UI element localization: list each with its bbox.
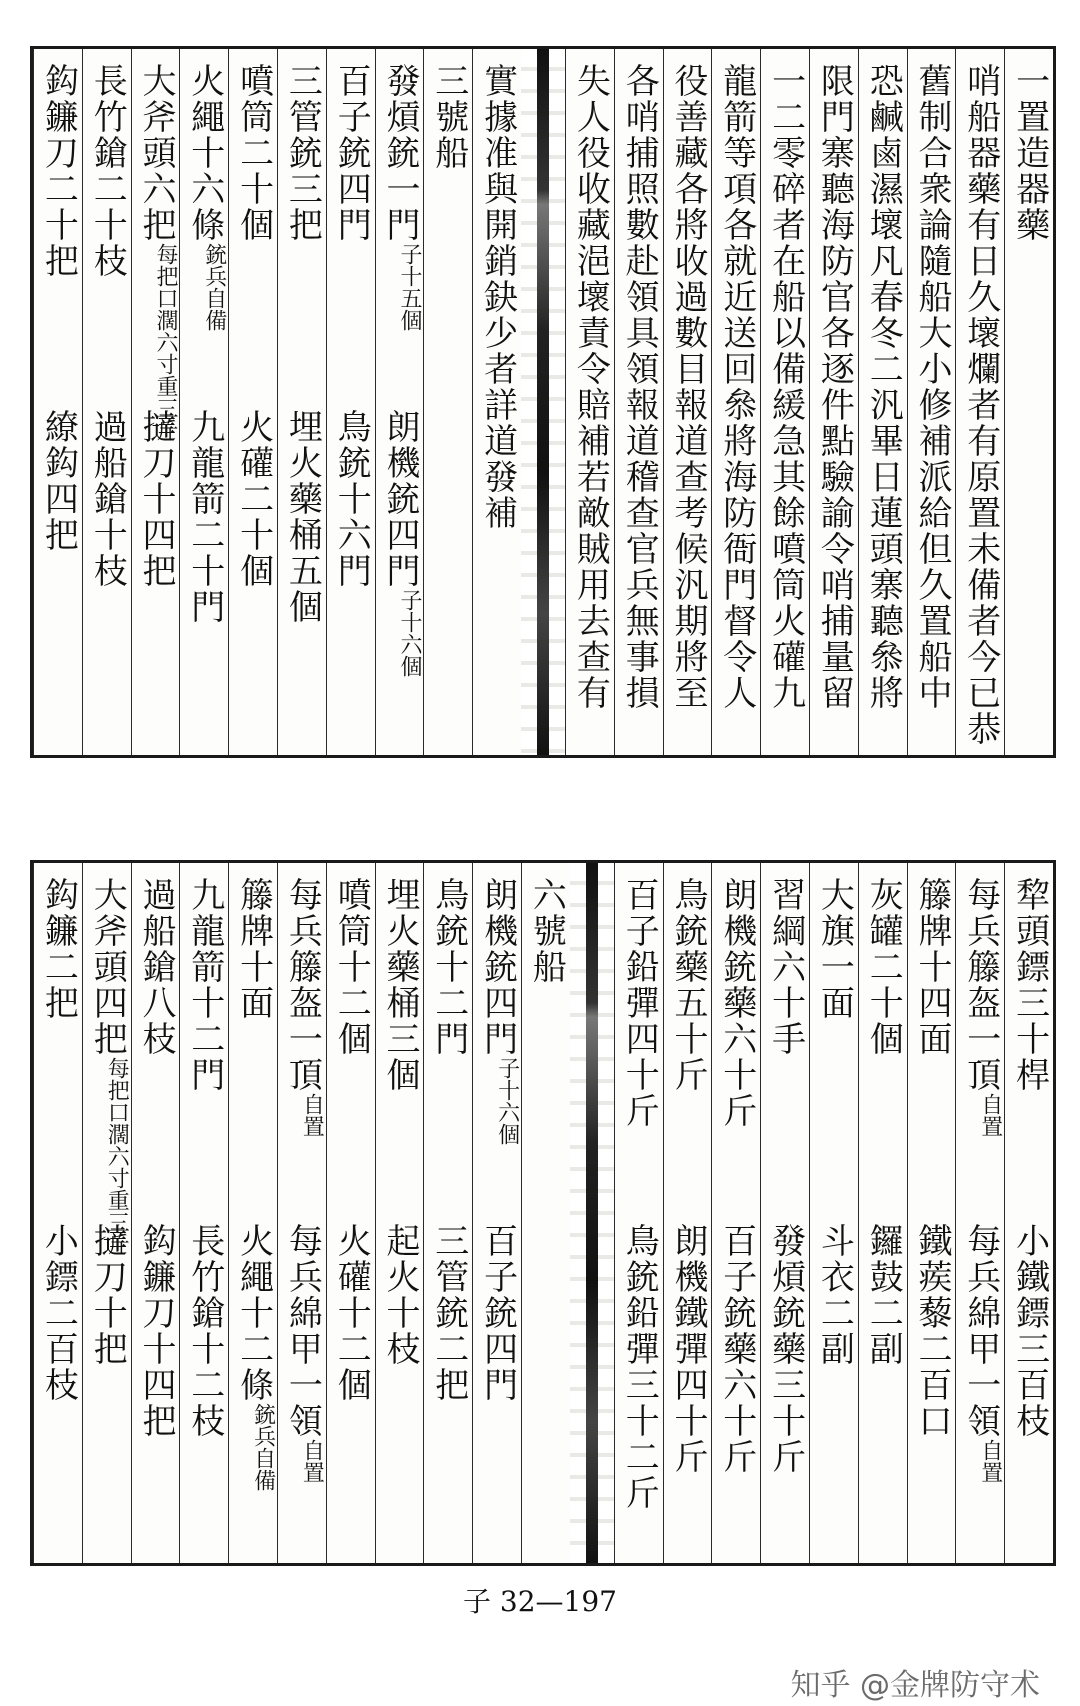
column-main-text: 朗機銃藥六十斤 (716, 877, 757, 1129)
text-column (711, 863, 760, 1563)
column-main-text: 恐鹹鹵濕壞凡春冬二汎畢日蓮頭寨聽叅將 (863, 63, 904, 711)
text-column (228, 863, 277, 1563)
column-rule (809, 49, 810, 755)
text-column (1004, 49, 1053, 755)
text-column (277, 863, 326, 1563)
top-page-scan (30, 46, 1056, 758)
text-column (472, 49, 521, 755)
text-column (663, 49, 712, 755)
column-lower-text: 小鐵鏢三百枝 (1009, 1223, 1050, 1439)
column-rule (907, 863, 908, 1563)
text-column (614, 863, 663, 1563)
column-lower-text: 埋火藥桶五個 (282, 409, 323, 625)
text-column (33, 49, 82, 755)
text-column (760, 863, 809, 1563)
column-lower-note: 自置 (299, 1439, 325, 1483)
column-main-text: 犂頭鏢三十桿 (1009, 877, 1050, 1093)
text-column (663, 863, 712, 1563)
binding-gutter (570, 863, 614, 1563)
column-main-text: 籐牌十面 (233, 877, 274, 1021)
column-main-text: 限門寨聽海防官各逐件點驗諭令哨捕量留 (814, 63, 855, 711)
column-main-text: 大斧頭四把 (87, 877, 128, 1057)
column-lower-text: 朗機銃四門 (380, 409, 420, 589)
text-column (375, 49, 424, 755)
column-lower-text: 撻刀十四把 (136, 409, 176, 589)
column-main-text: 各哨捕照數赴領具領報道稽查官兵無事損 (619, 63, 660, 711)
text-column (131, 49, 180, 755)
column-rule (955, 49, 956, 755)
column-lower-text: 百子銃藥六十斤 (716, 1223, 757, 1475)
column-lower-text: 三管銃二把 (428, 1223, 469, 1403)
column-lower-text: 過船鎗十枝 (87, 409, 128, 589)
text-column (858, 49, 907, 755)
column-lower-text: 起火十枝 (380, 1223, 420, 1367)
column-rule (711, 863, 712, 1563)
text-column (82, 863, 131, 1563)
column-lower-text: 鳥銃十六門 (331, 409, 372, 589)
column-rule (858, 863, 859, 1563)
text-column (955, 863, 1004, 1563)
column-rule (809, 863, 810, 1563)
column-main-text: 三號船 (428, 63, 469, 171)
column-main-text: 哨船器藥有日久壞爛者有原置未備者今已恭 (960, 63, 1001, 747)
text-column (326, 49, 375, 755)
column-rule (955, 863, 956, 1563)
column-rule (131, 49, 132, 755)
column-rule (663, 863, 664, 1563)
column-rule (326, 863, 327, 1563)
column-lower-text: 繚鈎四把 (38, 409, 79, 553)
column-lower-text: 撻刀十把 (87, 1223, 128, 1367)
column-main-text: 一置造器藥 (1009, 63, 1050, 243)
watermark: 知乎 @金牌防守术 (790, 1668, 1040, 1703)
text-column (565, 49, 614, 755)
text-column (179, 863, 228, 1563)
column-lower-text: 九龍箭二十門 (184, 409, 225, 625)
column-rule (472, 863, 473, 1563)
text-column (375, 863, 424, 1563)
column-main-text: 大斧頭六把 (136, 63, 176, 243)
column-note: 每把口濶六寸重三斤 (104, 1057, 130, 1255)
column-main-text: 役善藏各將收過數目報道查考候汎期將至 (668, 63, 708, 711)
column-main-text: 籐牌十四面 (912, 877, 952, 1057)
column-main-text: 埋火藥桶三個 (380, 877, 420, 1093)
text-column (82, 49, 131, 755)
column-main-text: 三管銃三把 (282, 63, 323, 243)
column-main-text: 過船鎗八枝 (136, 877, 176, 1057)
column-main-text: 噴筒二十個 (233, 63, 274, 243)
column-main-text: 鈎鐮刀二十把 (38, 63, 79, 279)
column-main-text: 一二零碎者在船以備緩急其餘噴筒火礶九 (765, 63, 806, 711)
binding-gutter (521, 49, 565, 755)
column-rule (760, 49, 761, 755)
column-main-text: 六號船 (526, 877, 567, 985)
column-main-text: 朗機銃四門 (477, 877, 518, 1057)
column-main-text: 鳥銃藥五十斤 (668, 877, 708, 1093)
text-column (907, 863, 956, 1563)
column-rule (1004, 863, 1005, 1563)
column-note: 自置 (299, 1093, 325, 1137)
column-rule (228, 863, 229, 1563)
column-main-text: 習綱六十手 (765, 877, 806, 1057)
column-rule (614, 49, 615, 755)
column-rule (711, 49, 712, 755)
page-reference: 子 32—197 (463, 1585, 617, 1618)
text-column (521, 863, 570, 1563)
text-column (809, 863, 858, 1563)
column-rule (663, 49, 664, 755)
column-main-text: 龍箭等項各就近送回叅將海防衙門督令人 (716, 63, 757, 711)
column-rule (858, 49, 859, 755)
column-main-text: 發熕銃一門 (380, 63, 420, 243)
column-rule (1004, 49, 1005, 755)
text-column (326, 863, 375, 1563)
bottom-page-scan (30, 860, 1056, 1566)
text-column (760, 49, 809, 755)
column-main-text: 長竹鎗二十枝 (87, 63, 128, 279)
column-main-text: 實據准與開銷鈌少者詳道發補 (477, 63, 518, 531)
column-rule (179, 49, 180, 755)
column-rule (277, 863, 278, 1563)
text-column (423, 49, 472, 755)
column-rule (907, 49, 908, 755)
column-rule (33, 49, 34, 755)
column-rule (423, 49, 424, 755)
text-column (472, 863, 521, 1563)
text-column (858, 863, 907, 1563)
column-main-text: 舊制合衆論隨船大小修補派給但久置船中 (912, 63, 952, 711)
column-rule (614, 863, 615, 1563)
column-lower-text: 小鏢二百枝 (38, 1223, 79, 1403)
text-column (1004, 863, 1053, 1563)
column-main-text: 鳥銃十二門 (428, 877, 469, 1057)
column-lower-text: 朗機鐵彈四十斤 (668, 1223, 708, 1475)
column-rule (82, 49, 83, 755)
binding-fold-shadow (586, 863, 598, 1563)
text-column (228, 49, 277, 755)
column-lower-text: 每兵綿甲一領 (282, 1223, 323, 1439)
column-lower-text: 鑼鼓二副 (863, 1223, 904, 1367)
column-lower-text: 鈎鐮刀十四把 (136, 1223, 176, 1439)
column-lower-text: 火繩十二條 (233, 1223, 274, 1403)
column-rule (326, 49, 327, 755)
column-rule (277, 49, 278, 755)
column-main-text: 噴筒十二個 (331, 877, 372, 1057)
text-column (131, 863, 180, 1563)
column-rule (33, 863, 34, 1563)
text-column (423, 863, 472, 1563)
column-main-text: 百子銃四門 (331, 63, 372, 243)
column-rule (472, 49, 473, 755)
column-lower-note: 銃兵自備 (250, 1403, 276, 1491)
column-rule (521, 863, 522, 1563)
binding-fold-shadow (537, 49, 549, 755)
column-rule (82, 863, 83, 1563)
column-rule (423, 863, 424, 1563)
column-main-text: 每兵籐盔一頂 (282, 877, 323, 1093)
column-rule (565, 49, 566, 755)
text-column (711, 49, 760, 755)
text-column (277, 49, 326, 755)
column-lower-text: 火礶十二個 (331, 1223, 372, 1403)
column-note: 銃兵自備 (201, 243, 227, 331)
column-rule (179, 863, 180, 1563)
column-lower-note: 自置 (977, 1439, 1003, 1483)
column-lower-text: 每兵綿甲一領 (960, 1223, 1001, 1439)
column-rule (131, 863, 132, 1563)
text-column (907, 49, 956, 755)
column-rule (760, 863, 761, 1563)
column-lower-text: 斗衣二副 (814, 1223, 855, 1367)
column-main-text: 失人役收藏浥壞責令賠補若敵賊用去查有 (570, 63, 611, 711)
text-column (179, 49, 228, 755)
column-main-text: 百子鉛彈四十斤 (619, 877, 660, 1129)
column-main-text: 大旗一面 (814, 877, 855, 1021)
column-lower-text: 鳥銃鉛彈三十二斤 (619, 1223, 660, 1511)
column-note: 子十六個 (494, 1057, 520, 1145)
column-main-text: 灰罐二十個 (863, 877, 904, 1057)
column-lower-text: 發熕銃藥三十斤 (765, 1223, 806, 1475)
column-note: 子十五個 (397, 243, 422, 331)
column-note: 自置 (977, 1093, 1003, 1137)
column-main-text: 每兵籐盔一頂 (960, 877, 1001, 1093)
column-lower-note: 子十六個 (397, 589, 422, 677)
text-column (614, 49, 663, 755)
column-lower-text: 百子銃四門 (477, 1223, 518, 1403)
column-lower-text: 長竹鎗十二枝 (184, 1223, 225, 1439)
column-note: 每把口濶六寸重三斤 (153, 243, 178, 441)
column-main-text: 鈎鐮二把 (38, 877, 79, 1021)
column-rule (375, 49, 376, 755)
column-rule (375, 863, 376, 1563)
text-column (809, 49, 858, 755)
column-lower-text: 火礶二十個 (233, 409, 274, 589)
text-column (33, 863, 82, 1563)
column-rule (228, 49, 229, 755)
text-column (955, 49, 1004, 755)
column-main-text: 九龍箭十二門 (184, 877, 225, 1093)
column-main-text: 火繩十六條 (184, 63, 225, 243)
column-lower-text: 鐵蒺藜二百口 (912, 1223, 952, 1439)
